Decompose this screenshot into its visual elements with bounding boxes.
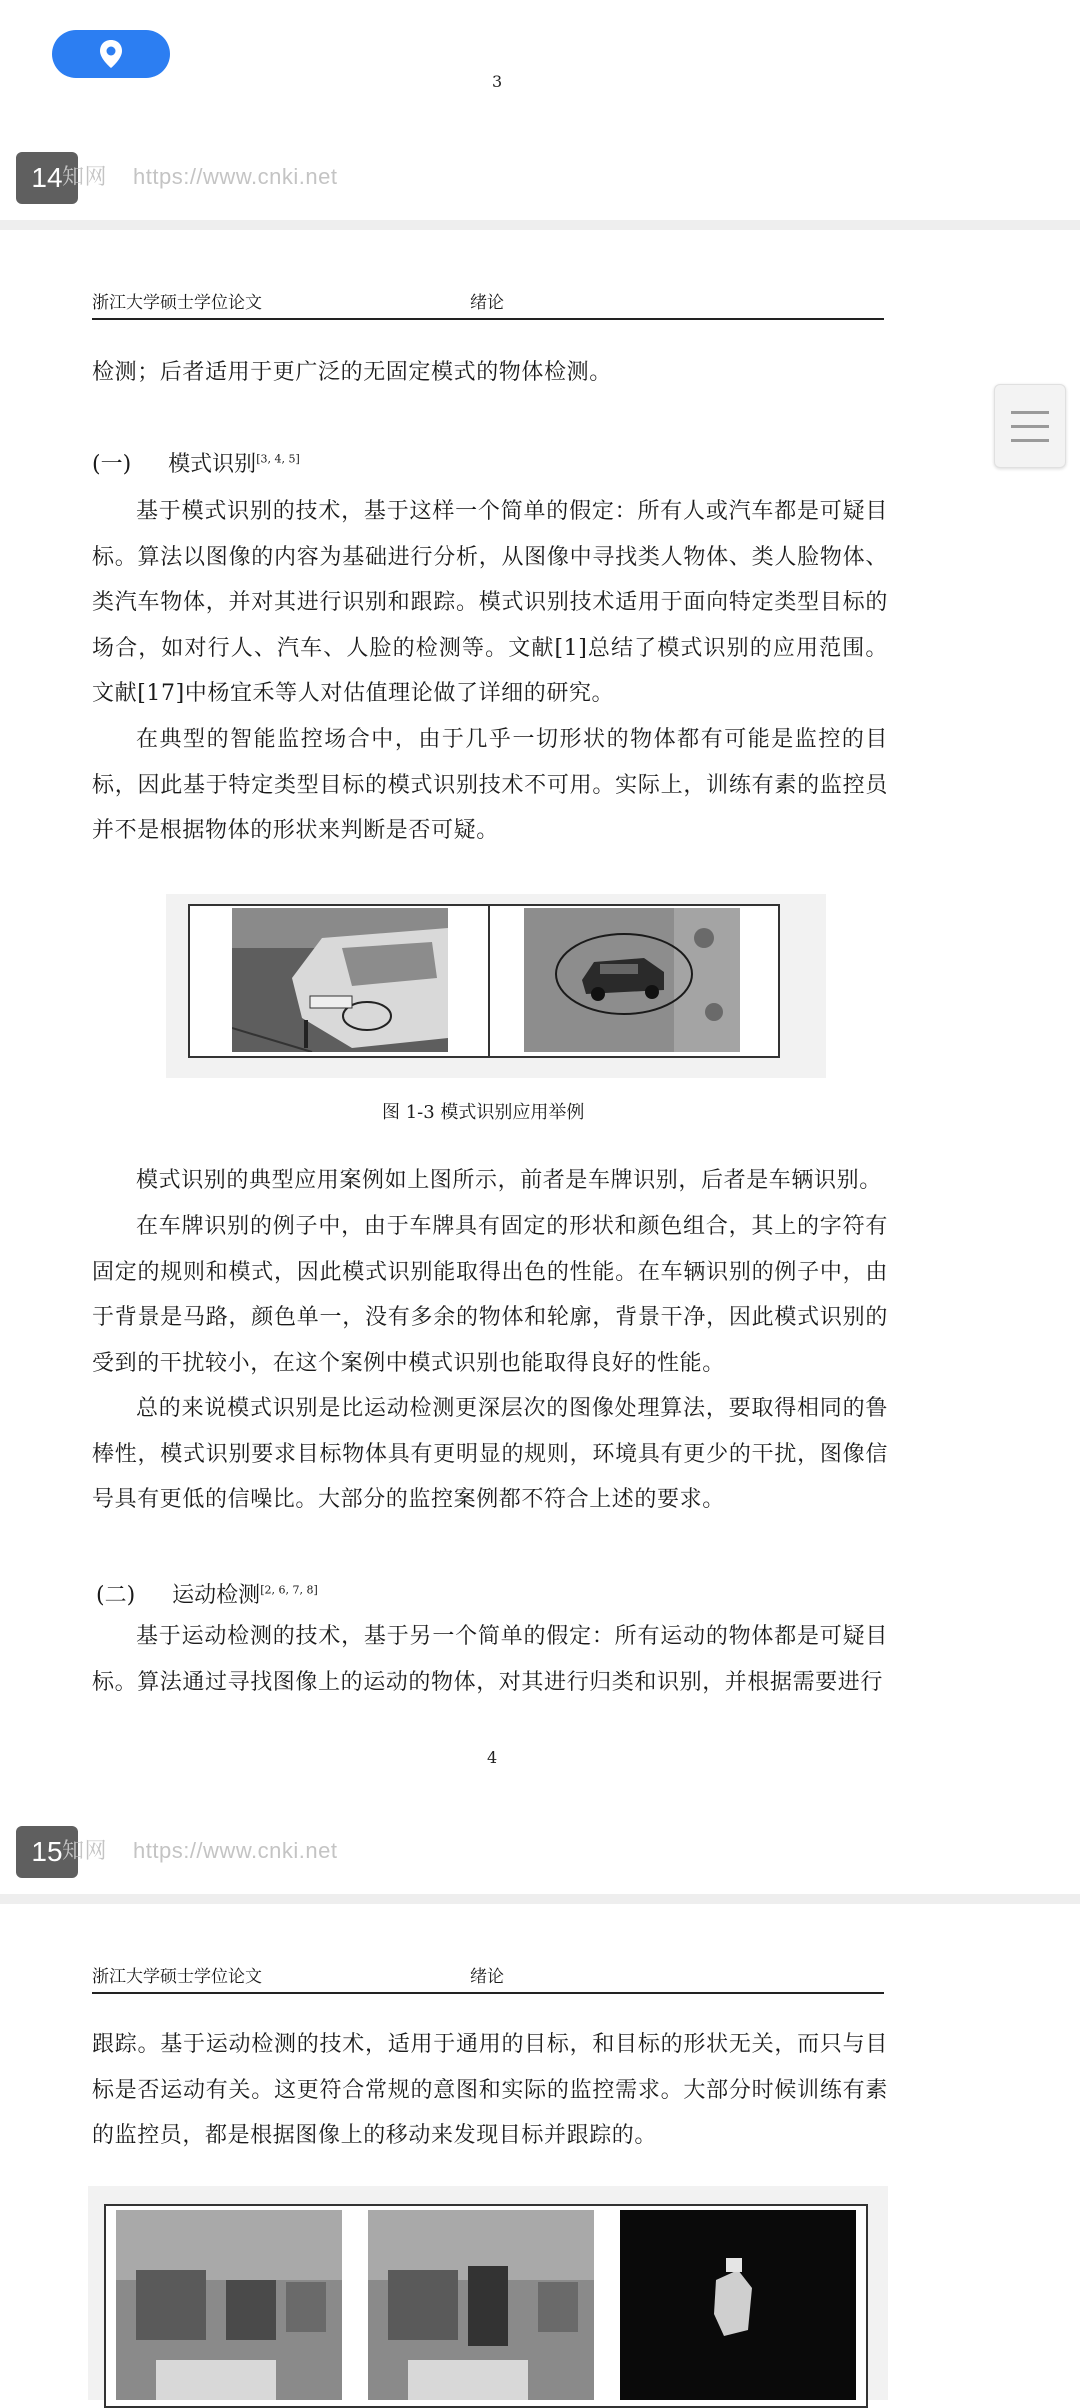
section-label: (一) (92, 452, 132, 477)
section-label: (二) (96, 1583, 136, 1608)
paragraph: 在典型的智能监控场合中，由于几乎一切形状的物体都有可能是监控的目标，因此基于特定类型目标的模式识别技术不可用。实际上，训练有素的监控员并不是根据物体的形状来判断是否可疑。 (92, 727, 888, 843)
section-refs: [3, 4, 5] (256, 452, 300, 466)
frame-photo-2 (368, 2210, 594, 2400)
header-left: 浙江大学硕士学位论文 (92, 1967, 262, 1987)
watermark-prefix: 知网 (62, 1838, 108, 1863)
section-title: 运动检测 (172, 1583, 261, 1608)
page-number: 4 (487, 1748, 498, 1767)
location-button[interactable] (52, 30, 170, 78)
section-refs: [2, 6, 7, 8] (260, 1583, 318, 1597)
section-heading-motion-detection (96, 1578, 318, 1609)
paragraph: 模式识别的典型应用案例如上图所示，前者是车牌识别，后者是车辆识别。 (136, 1168, 882, 1193)
license-plate-photo (232, 908, 448, 1052)
menu-icon (1011, 411, 1049, 414)
frame-photo-difference (620, 2210, 856, 2400)
header-left: 浙江大学硕士学位论文 (92, 293, 262, 313)
header-center: 绪论 (470, 1967, 504, 1987)
page-number: 3 (492, 72, 503, 91)
figure-1-3 (166, 894, 826, 1078)
page-badge: 14 (16, 152, 78, 204)
running-header (92, 1962, 884, 1994)
paragraph: 基于运动检测的技术，基于另一个简单的假定：所有运动的物体都是可疑目标。算法通过寻找图像上的运动的物体，对其进行归类和识别，并根据需要进行 (92, 1624, 888, 1695)
watermark-url: https://www.cnki.net (133, 164, 338, 189)
watermark-url: https://www.cnki.net (133, 1838, 338, 1863)
vehicle-detection-photo (524, 908, 740, 1052)
paragraph: 跟踪。基于运动检测的技术，适用于通用的目标，和目标的形状无关，而只与目标是否运动有关。这更符合常规的意图和实际的监控需求。大部分时候训练有素的监控员，都是根据图像上的移动来发现目标并跟踪的。 (92, 2032, 888, 2148)
page-separator (0, 220, 1080, 230)
cnki-watermark (62, 160, 337, 191)
location-pin-icon (98, 39, 124, 69)
frame-photo-1 (116, 2210, 342, 2400)
paragraph: 总的来说模式识别是比运动检测更深层次的图像处理算法，要取得相同的鲁棒性，模式识别要求目标物体具有更明显的规则，环境具有更少的干扰，图像信号具有更低的信噪比。大部分的监控案例都不符合上述的要求。 (92, 1396, 888, 1512)
section-heading-pattern-recognition (92, 447, 300, 478)
page-separator (0, 1894, 1080, 1904)
header-center: 绪论 (470, 293, 504, 313)
menu-button[interactable] (994, 384, 1066, 468)
page-badge: 15 (16, 1826, 78, 1878)
watermark-prefix: 知网 (62, 164, 108, 189)
figure-divider (488, 904, 490, 1058)
running-header (92, 288, 884, 320)
paragraph: 基于模式识别的技术，基于这样一个简单的假定：所有人或汽车都是可疑目标。算法以图像的内容为基础进行分析，从图像中寻找类人物体、类人脸物体、类汽车物体，并对其进行识别和跟踪。模式识别技术适用于面向特定类型目标的场合，如对行人、汽车、人脸的检测等。文献[1]总结了模式识别的应用范围。文献[17]中杨宜禾等人对估值理论做了详细的研究。 (92, 499, 888, 706)
cnki-watermark (62, 1834, 337, 1865)
section-title: 模式识别 (168, 452, 257, 477)
figure-caption: 图 1-3 模式识别应用举例 (382, 1102, 585, 1123)
intro-line: 检测；后者适用于更广泛的无固定模式的物体检测。 (92, 360, 612, 385)
paragraph: 在车牌识别的例子中，由于车牌具有固定的形状和颜色组合，其上的字符有固定的规则和模式，因此模式识别能取得出色的性能。在车辆识别的例子中，由于背景是马路，颜色单一，没有多余的物体和轮廓，背景干净，因此模式识别的受到的干扰较小，在这个案例中模式识别也能取得良好的性能。 (92, 1214, 888, 1376)
motion-detection-figure (88, 2186, 888, 2400)
